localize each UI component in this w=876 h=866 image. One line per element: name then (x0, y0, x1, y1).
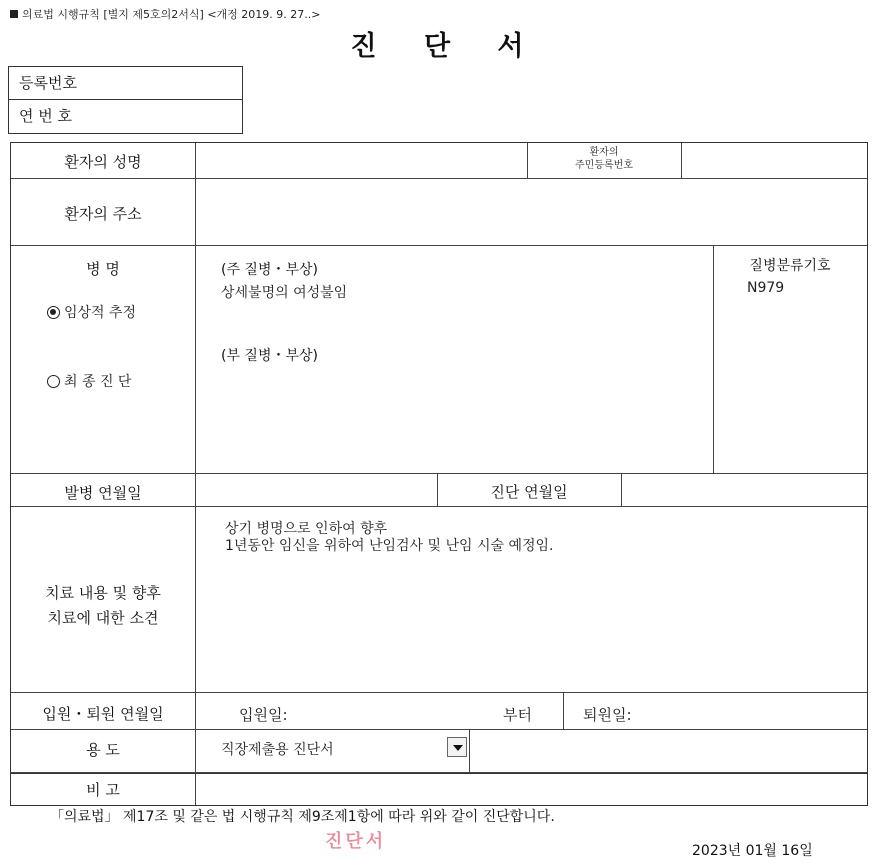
form-header (10, 6, 321, 22)
registration-box (8, 66, 243, 134)
disease-code-label: 질병분류기호 (749, 258, 831, 274)
dropdown-arrow-icon[interactable] (447, 737, 467, 757)
revision-note: <개정 2019. 9. 27..> (207, 8, 321, 21)
stamp-watermark: 진단서 (325, 831, 387, 852)
treatment-opinion-field[interactable] (225, 521, 554, 555)
row-divider (11, 473, 867, 474)
treatment-label-line1: 치료 내용 및 향후 (45, 584, 161, 602)
treatment-opinion-line1: 상기 병명으로 인하여 향후 (225, 521, 388, 537)
diagnosis-type-final-label: 최 종 진 단 (64, 374, 132, 390)
serial-number-label: 연 번 호 (19, 107, 73, 125)
square-bullet-icon (10, 10, 18, 18)
row-divider (11, 245, 867, 246)
label-column-divider (195, 143, 196, 773)
disease-code-value[interactable]: N979 (747, 280, 785, 296)
diagnosis-type-clinical[interactable] (47, 302, 136, 322)
law-form-reference: 의료법 시행규칙 [별지 제5호의2서식] (22, 8, 204, 21)
purpose-label: 용 도 (86, 741, 120, 759)
column-divider (621, 473, 622, 506)
column-divider (563, 692, 564, 729)
treatment-label-line2: 치료에 대한 소견 (47, 609, 159, 627)
onset-date-label: 발병 연월일 (64, 484, 142, 502)
from-label: 부터 (503, 706, 532, 724)
issue-date: 2023년 01월 16일 (692, 843, 813, 859)
primary-disease-value[interactable]: 상세불명의 여성불임 (221, 285, 348, 301)
column-divider (713, 245, 714, 473)
diagnosis-date-label: 진단 연월일 (490, 483, 568, 501)
row-divider (11, 178, 867, 179)
remarks-label: 비 고 (86, 781, 120, 799)
label-column-divider (195, 773, 196, 805)
patient-address-label: 환자의 주소 (64, 205, 142, 223)
legal-statement: 「의료법」 제17조 및 같은 법 시행규칙 제9조제1항에 따라 위와 같이 진단합니다. (50, 809, 555, 825)
admission-discharge-label: 입원・퇴원 연월일 (42, 705, 164, 723)
treatment-opinion-label (11, 581, 195, 631)
radio-selected-icon[interactable] (47, 306, 60, 319)
primary-disease-heading: (주 질병・부상) (221, 262, 318, 278)
row-divider (11, 506, 867, 507)
rrn-label-line1: 환자의 (589, 147, 619, 158)
row-divider (11, 729, 867, 730)
rrn-label (527, 146, 681, 172)
disease-name-label: 병 명 (86, 260, 120, 278)
treatment-opinion-line2: 1년동안 임신을 위하여 난임검사 및 난임 시술 예정임. (225, 538, 554, 554)
diagnosis-form-table (10, 142, 868, 774)
admission-date-label: 입원일: (239, 706, 288, 724)
registration-number-label: 등록번호 (9, 67, 242, 100)
column-divider (469, 729, 470, 773)
row-divider (11, 692, 867, 693)
document-title: 진 단 서 (350, 31, 526, 62)
diagnosis-type-final[interactable] (47, 371, 131, 391)
rrn-label-line2: 주민등록번호 (575, 160, 633, 171)
purpose-select[interactable]: 직장제출용 진단서 (221, 742, 334, 758)
column-divider (681, 143, 682, 178)
secondary-disease-heading: (부 질병・부상) (221, 348, 318, 364)
patient-name-label: 환자의 성명 (64, 153, 142, 171)
remarks-row (10, 772, 868, 806)
discharge-date-label: 퇴원일: (583, 706, 632, 724)
radio-unselected-icon[interactable] (47, 375, 60, 388)
diagnosis-type-clinical-label: 임상적 추정 (64, 305, 137, 321)
